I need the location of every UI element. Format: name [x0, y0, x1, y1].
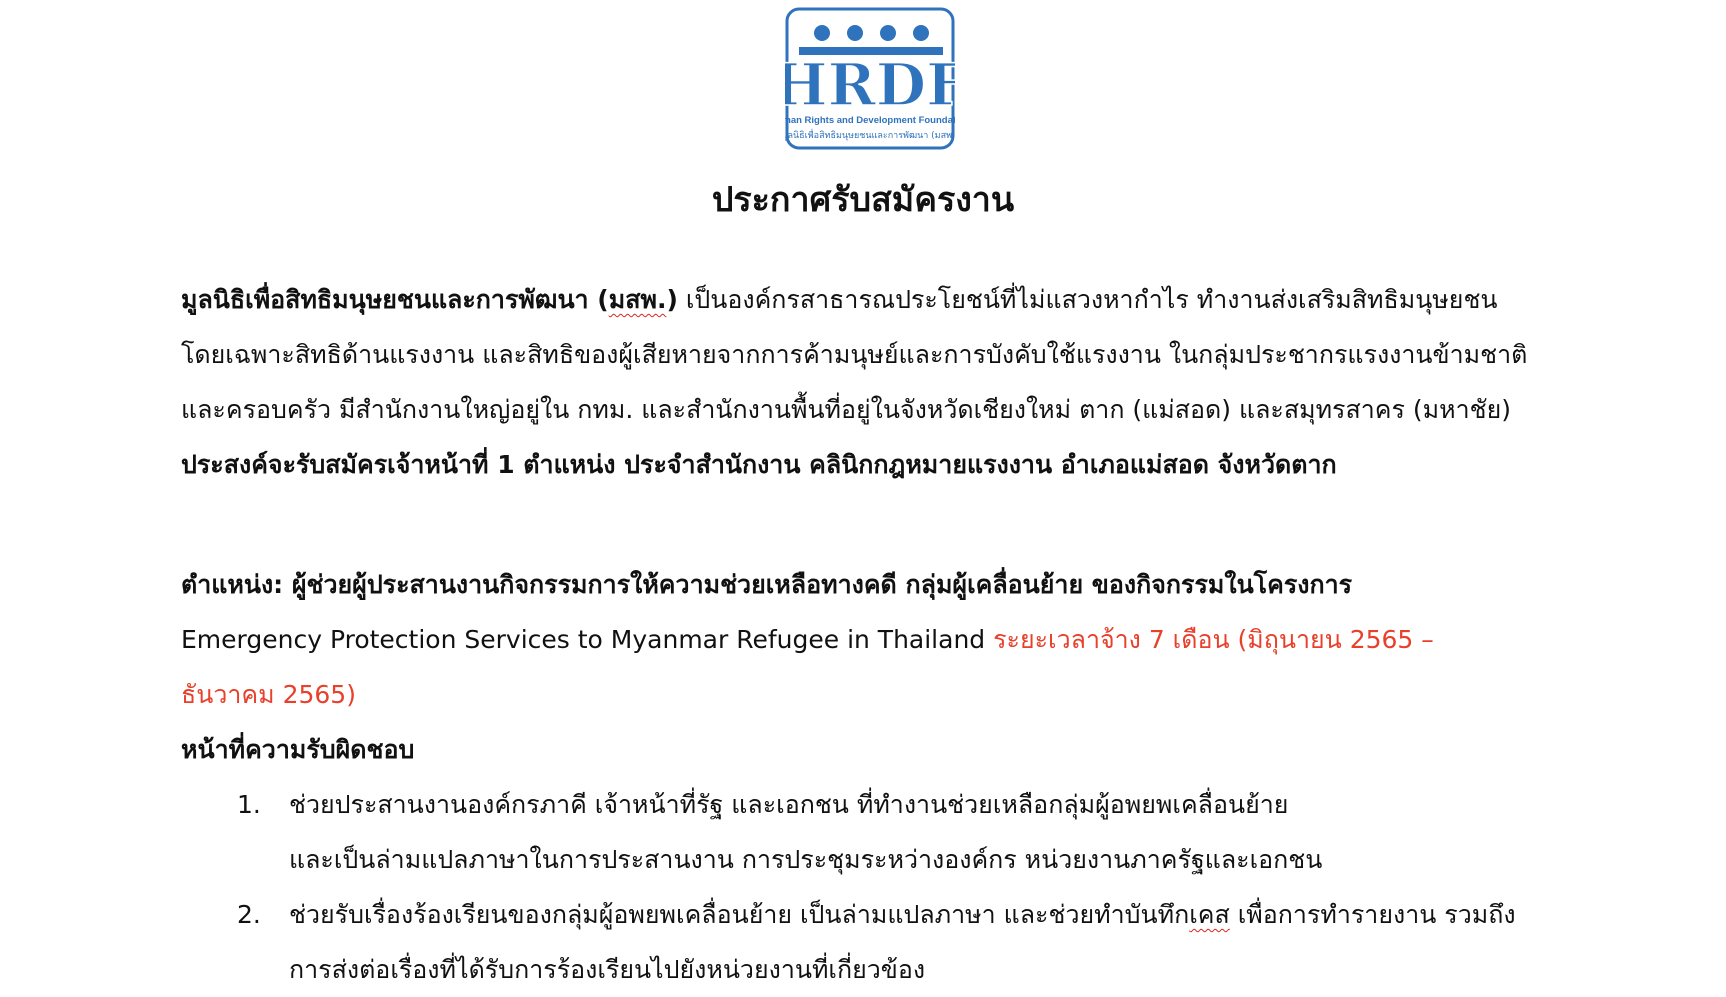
page-title: ประกาศรับสมัครงาน [711, 180, 1015, 220]
employment-period: ระยะเวลาจ้าง 7 เดือน (มิถุนายน 2565 – [985, 625, 1434, 654]
intro-line-1 [181, 272, 1601, 327]
logo-english-name: man Rights and Development Foundat [785, 115, 955, 126]
logo-mark-text: HRDF [785, 51, 955, 119]
list-item-number: 1. [237, 790, 261, 819]
hrdf-logo [785, 7, 955, 150]
list-item-line: การส่งต่อเรื่องที่ได้รับการร้องเรียนไปยังหน่วยงานที่เกี่ยวข้อง [289, 955, 926, 984]
list-item-line: และเป็นล่ามแปลภาษาในการประสานงาน การประชุมระหว่างองค์กร หน่วยงานภาครัฐและเอกชน [289, 845, 1323, 874]
list-item-text: ช่วยรับเรื่องร้องเรียนของกลุ่มผู้อพยพเคลื่อนย้าย เป็นล่ามแปลภาษา และช่วยทำบันทึก [289, 900, 1190, 929]
logo-thai-name: มูลนิธิเพื่อสิทธิมนุษยชนและการพัฒนา (มสพ.) [785, 131, 955, 141]
intro-line-4: ประสงค์จะรับสมัครเจ้าหน้าที่ 1 ตำแหน่ง ประจำสำนักงาน คลินิกกฎหมายแรงงาน อำเภอแม่สอด จังหวัดตาก [181, 450, 1337, 479]
org-close-paren: ) [666, 285, 678, 314]
position-title: ตำแหน่ง: ผู้ช่วยผู้ประสานงานกิจกรรมการให้ความช่วยเหลือทางคดี กลุ่มผู้เคลื่อนย้าย ของกิจกรรมในโครงการ [181, 570, 1353, 599]
org-name: มูลนิธิเพื่อสิทธิมนุษยชนและการพัฒนา ( [181, 285, 609, 314]
list-item [181, 887, 1601, 997]
list-item-line: ช่วยประสานงานองค์กรภาคี เจ้าหน้าที่รัฐ และเอกชน ที่ทำงานช่วยเหลือกลุ่มผู้อพยพเคลื่อนย้าย [289, 790, 1289, 819]
intro-paragraph [181, 272, 1601, 492]
intro-line-2: โดยเฉพาะสิทธิด้านแรงงาน และสิทธิของผู้เสียหายจากการค้ามนุษย์และการบังคับใช้แรงงาน ในกลุ่มประชากรแรงงานข้ามชาติ [181, 340, 1528, 369]
intro-line-1-rest: เป็นองค์กรสาธารณประโยชน์ที่ไม่แสวงหากำไร ทำงานส่งเสริมสิทธิมนุษยชน [677, 285, 1498, 314]
list-item-line [289, 887, 1601, 942]
position-paragraph [181, 557, 1601, 722]
list-item [181, 777, 1601, 887]
list-item-number: 2. [237, 900, 261, 929]
hrdf-logo-icon [785, 7, 955, 150]
position-project-line [181, 612, 1601, 667]
spelling-flag: เคส [1189, 900, 1230, 929]
org-abbrev: มสพ. [608, 285, 667, 314]
responsibilities-heading: หน้าที่ความรับผิดชอบ [181, 735, 415, 764]
project-name: Emergency Protection Services to Myanmar Refugee in Thailand [181, 625, 986, 654]
list-item-text: เพื่อการทำรายงาน รวมถึง [1229, 900, 1516, 929]
employment-period-end: ธันวาคม 2565) [181, 680, 356, 709]
responsibilities-list [181, 777, 1601, 997]
intro-line-3: และครอบครัว มีสำนักงานใหญ่อยู่ใน กทม. และสำนักงานพื้นที่อยู่ในจังหวัดเชียงใหม่ ตาก (แม่สอด) และสมุทรสาคร (มหาชัย) [181, 395, 1512, 424]
